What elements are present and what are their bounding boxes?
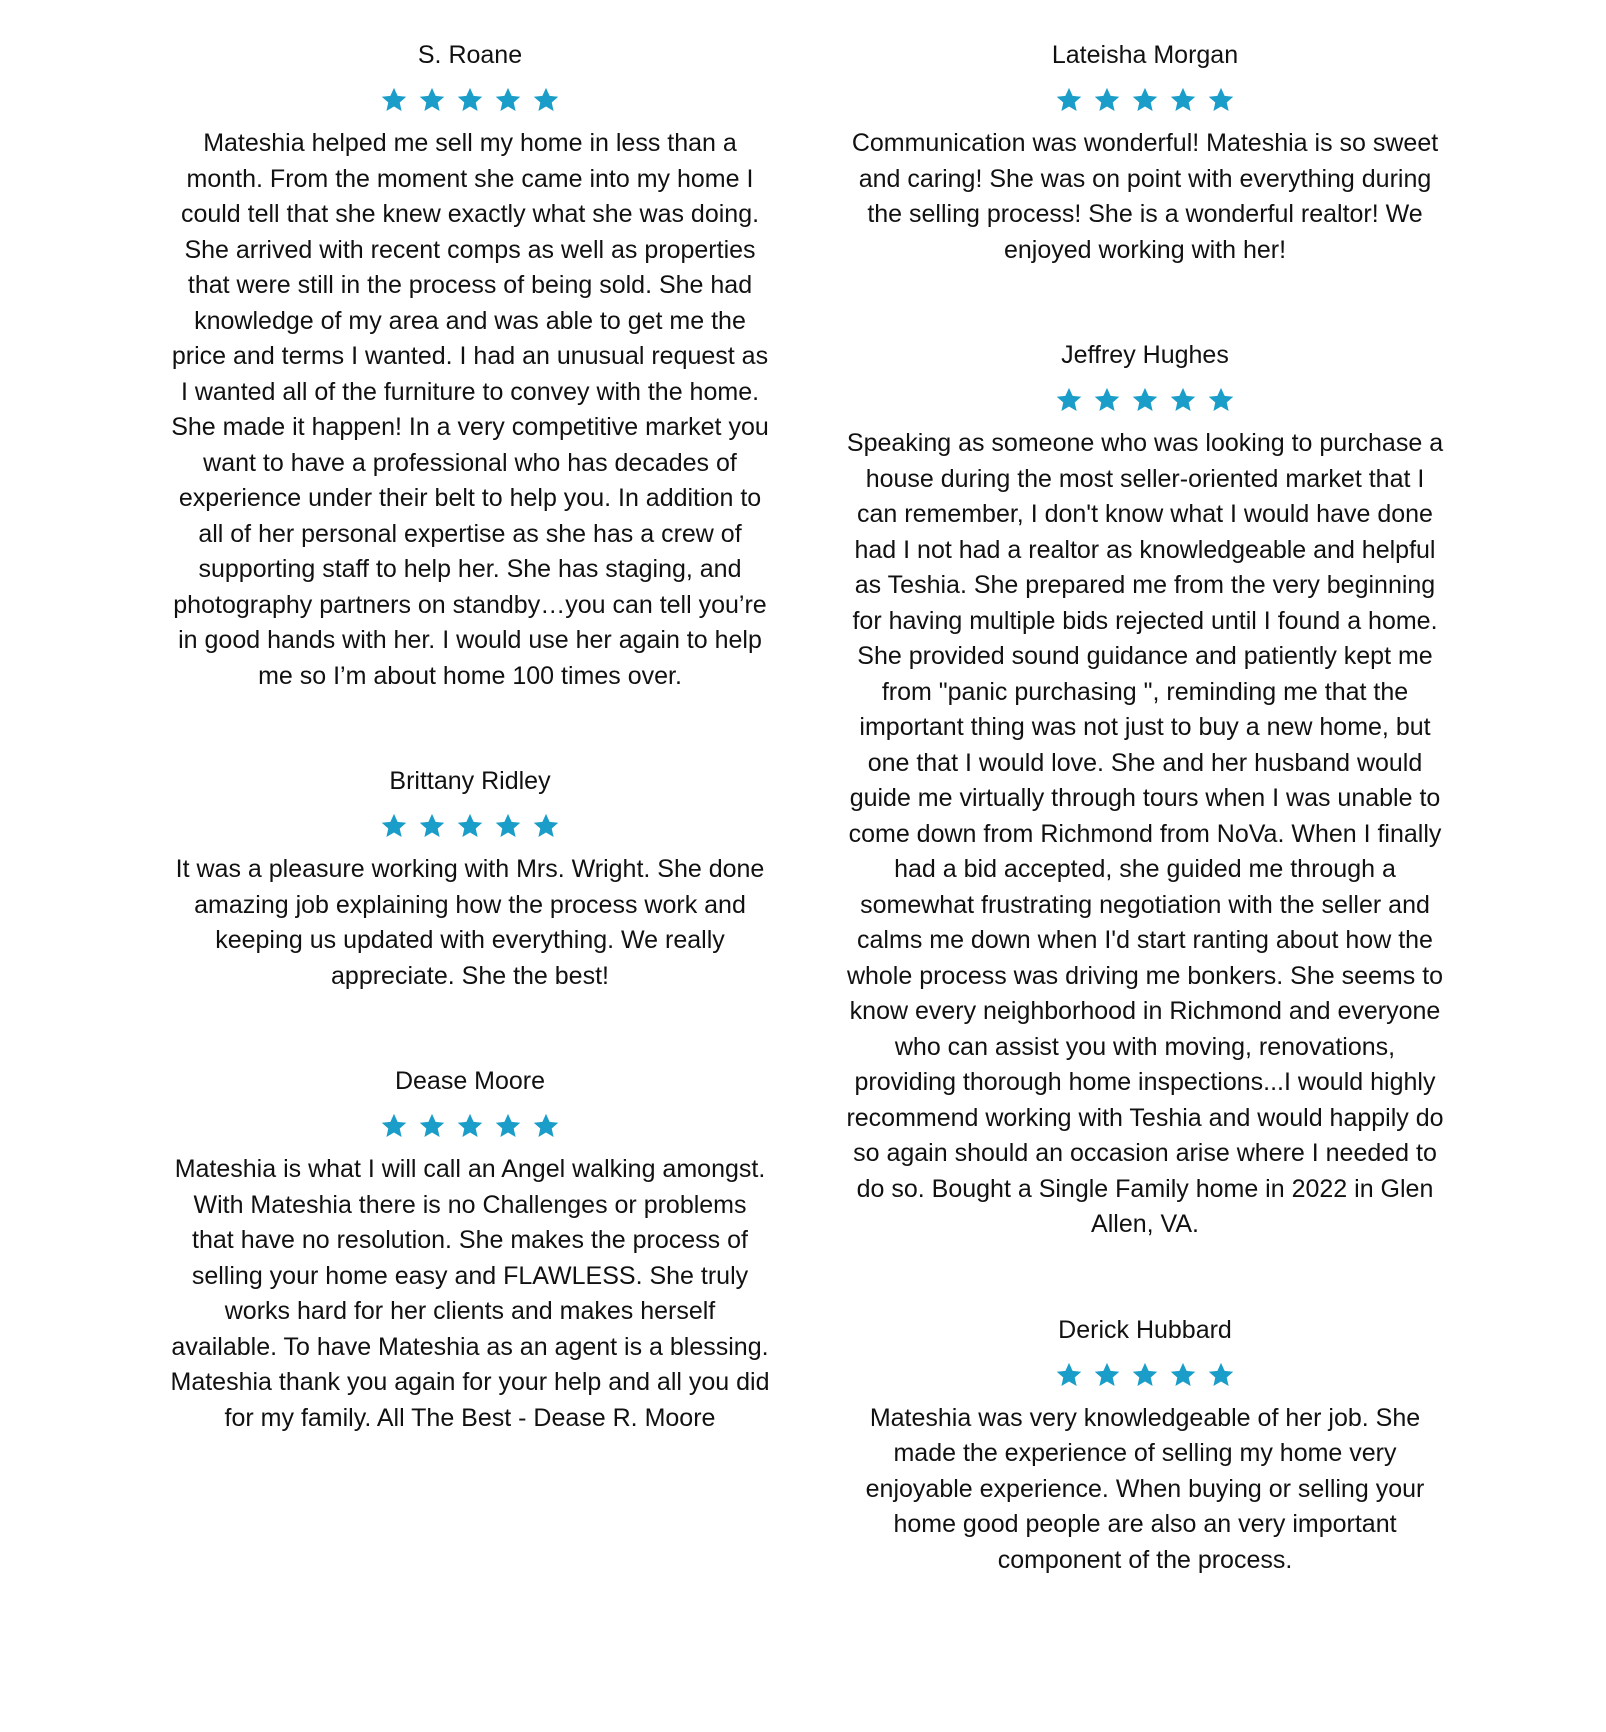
- review-card: [845, 38, 1445, 268]
- review-text: It was a pleasure working with Mrs. Wright. She done amazing job explaining how the process work and keeping us updated with everything. We really appreciate. She the best!: [175, 855, 765, 990]
- star-rating: [1055, 1361, 1235, 1389]
- star-icon: [1055, 1361, 1083, 1389]
- star-icon: [1169, 86, 1197, 114]
- reviews-column-right: [845, 38, 1445, 1578]
- star-icon: [1169, 1361, 1197, 1389]
- star-icon: [1207, 386, 1235, 414]
- review-card: [845, 338, 1445, 1243]
- star-icon: [456, 812, 484, 840]
- star-icon: [1207, 86, 1235, 114]
- star-icon: [1093, 86, 1121, 114]
- review-card: [170, 764, 770, 994]
- reviewer-name: Derick Hubbard: [1058, 1315, 1232, 1344]
- review-card: [170, 38, 770, 694]
- star-icon: [532, 86, 560, 114]
- star-icon: [532, 1112, 560, 1140]
- review-card: [845, 1313, 1445, 1579]
- star-icon: [418, 812, 446, 840]
- star-icon: [380, 1112, 408, 1140]
- star-icon: [1169, 386, 1197, 414]
- star-icon: [532, 812, 560, 840]
- star-icon: [1093, 386, 1121, 414]
- review-text: Speaking as someone who was looking to purchase a house during the most seller-oriented market that I can remember, I don't know what I would have done had I not had a realtor as knowledgeable and helpful as Teshia. She prepared me from the very beginning for having multiple bids rejected until I found a home. She provided sound guidance and patiently kept me from "panic purchasing ", reminding me that the important thing was not just to buy a new home, but one that I would love. She and her husband would guide me virtually through tours when I was unable to come down from Richmond from NoVa. When I finally had a bid accepted, she guided me through a somewhat frustrating negotiation with the seller and calms me down when I'd start ranting about how the whole process was driving me bonkers. She seems to know every neighborhood in Richmond and everyone who can assist you with moving, renovations, providing thorough home inspections...I would highly recommend working with Teshia and would happily do so again should an occasion arise where I needed to do so. Bought a Single Family home in 2022 in Glen Allen, VA.: [846, 429, 1444, 1238]
- star-icon: [418, 86, 446, 114]
- reviewer-name: Jeffrey Hughes: [1061, 341, 1229, 369]
- star-icon: [418, 1112, 446, 1140]
- star-icon: [1207, 1361, 1235, 1389]
- review-text: Mateshia is what I will call an Angel walking amongst. With Mateshia there is no Challenges or problems that have no resolution. She makes the process of selling your home easy and FLAWLESS. She truly works hard for her clients and makes herself available. To have Mateshia as an agent is a blessing. Mateshia thank you again for your help and all you did for my family. All The Best - Dease R. Moore: [170, 1155, 770, 1432]
- star-rating: [380, 1112, 560, 1140]
- star-rating: [1055, 86, 1235, 114]
- reviewer-name: Dease Moore: [394, 1067, 546, 1095]
- star-icon: [456, 86, 484, 114]
- star-icon: [1131, 386, 1159, 414]
- star-icon: [1093, 1361, 1121, 1389]
- star-icon: [380, 86, 408, 114]
- star-icon: [1131, 86, 1159, 114]
- star-rating: [1055, 386, 1235, 414]
- star-icon: [1131, 1361, 1159, 1389]
- review-text: Communication was wonderful! Mateshia is so sweet and caring! She was on point with everything during the selling process! She is a wonderful realtor! We enjoyed working with her!: [851, 129, 1439, 264]
- reviews-column-left: [170, 38, 770, 1436]
- star-icon: [456, 1112, 484, 1140]
- reviewer-name: Lateisha Morgan: [1051, 41, 1239, 69]
- review-text: Mateshia helped me sell my home in less than a month. From the moment she came into my home I could tell that she knew exactly what she was doing. She arrived with recent comps as well as properties that were still in the process of being sold. She had knowledge of my area and was able to get me the price and terms I wanted. I had an unusual request as I wanted all of the furniture to convey with the home. She made it happen! In a very competitive market you want to have a professional who has decades of experience under their belt to help you. In addition to all of her personal expertise as she has a crew of supporting staff to help her. She has staging, and photography partners on standby…you can tell you’re in good hands with her. I would use her again to help me so I’m about home 100 times over.: [171, 129, 769, 690]
- review-card: [170, 1064, 770, 1436]
- star-icon: [494, 86, 522, 114]
- star-icon: [1055, 86, 1083, 114]
- star-rating: [380, 812, 560, 840]
- star-rating: [380, 86, 560, 114]
- reviewer-name: Brittany Ridley: [389, 767, 551, 795]
- reviewer-name: S. Roane: [417, 41, 523, 69]
- star-icon: [380, 812, 408, 840]
- review-text: Mateshia was very knowledgeable of her job. She made the experience of selling my home very enjoyable experience. When buying or selling your home good people are also an very important component of the process.: [865, 1403, 1425, 1574]
- star-icon: [494, 1112, 522, 1140]
- star-icon: [494, 812, 522, 840]
- star-icon: [1055, 386, 1083, 414]
